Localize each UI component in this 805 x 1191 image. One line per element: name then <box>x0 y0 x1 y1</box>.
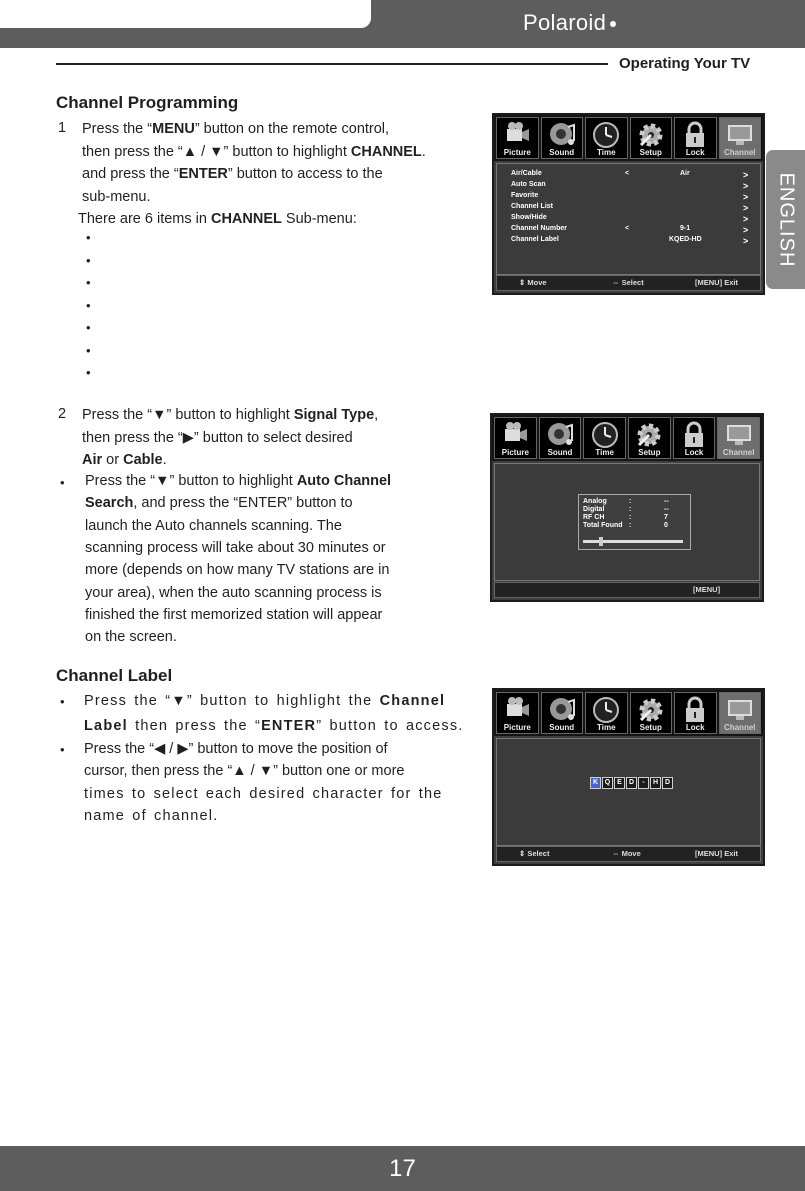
label-char-cell[interactable]: D <box>662 777 673 789</box>
text-line: more (depends on how many TV stations are in <box>85 562 390 579</box>
menu-row-arrow: > <box>743 214 749 224</box>
text-line: Press the “▼” button to highlight Signal Type, <box>82 407 379 423</box>
menu-tab-setup[interactable] <box>630 117 673 159</box>
text-line: cursor, then press the “▲ / ▼” button one or more <box>84 763 405 780</box>
menu-tab-label: Picture <box>503 148 531 157</box>
scan-progress-fill <box>583 537 603 546</box>
menu-tab-label: Lock <box>684 448 704 457</box>
menu-tab-label: Sound <box>547 448 573 457</box>
text-line: Press the “MENU” button on the remote control, <box>82 121 390 137</box>
menu-row-value: Air <box>680 170 690 177</box>
footer-bar <box>0 1146 805 1191</box>
page-number: 17 <box>389 1155 416 1182</box>
scan-row-value: -- <box>664 498 669 505</box>
menu-tabs <box>494 115 763 161</box>
scan-box <box>578 494 691 550</box>
menu-tab-setup[interactable] <box>628 417 671 459</box>
bullet: • <box>86 252 91 268</box>
footer-menu-key: [MENU] <box>693 585 721 594</box>
channel-label-editor <box>590 777 673 789</box>
text-line: Press the “▼” button to highlight the Channel <box>84 693 446 709</box>
menu-tab-sound[interactable] <box>541 117 584 159</box>
scan-row-colon: : <box>629 498 632 505</box>
menu-row-arrow: > <box>743 192 749 202</box>
label-char-cell[interactable]: E <box>614 777 625 789</box>
menu-tab-time[interactable] <box>585 117 628 159</box>
bullet: • <box>86 320 91 335</box>
menu-tab-label: Time <box>596 723 616 732</box>
menu-row-label: Show/Hide <box>511 214 547 221</box>
scan-row-label: Analog <box>583 498 607 505</box>
text-line: then press the “▶” button to select desired <box>82 429 353 446</box>
bullet: • <box>86 230 91 245</box>
section-heading: Operating Your TV <box>619 55 751 72</box>
menu-row-value: 9-1 <box>680 225 691 232</box>
text-line: sub-menu. <box>82 188 151 205</box>
menu-tab-label: Lock <box>685 148 705 157</box>
text-line: your area), when the auto scanning process is <box>85 584 382 601</box>
scan-row-label: RF CH <box>583 514 605 521</box>
menu-tab-channel[interactable] <box>717 417 760 459</box>
text-line: then press the “▲ / ▼” button to highlight CHANNEL. <box>82 143 426 160</box>
menu-tab-sound[interactable] <box>541 692 584 734</box>
footer-select: ⇔ Select <box>612 278 644 287</box>
scan-row-value: 7 <box>664 514 668 521</box>
tv-screen-channel-menu <box>492 113 765 295</box>
menu-row-label: Favorite <box>511 192 539 199</box>
scan-footer <box>494 582 760 598</box>
text-line: Press the “▼” button to highlight Auto Channel <box>85 473 392 489</box>
menu-tab-setup[interactable] <box>630 692 673 734</box>
channel-programming-title: Channel Programming <box>56 93 239 112</box>
menu-row-label: Auto Scan <box>511 181 546 188</box>
menu-tab-label: Time <box>596 148 616 157</box>
scan-row-colon: : <box>629 506 632 513</box>
label-char-cell[interactable]: D <box>626 777 637 789</box>
text-line: There are 6 items in CHANNEL Sub-menu: <box>78 211 357 227</box>
label-char-cell[interactable]: K <box>590 777 601 789</box>
menu-row-label: Air/Cable <box>511 170 542 177</box>
menu-tab-picture[interactable] <box>496 117 539 159</box>
bullet: • <box>86 275 91 290</box>
menu-row-left-arrow: < <box>625 170 630 177</box>
text-line: name of channel. <box>84 807 219 824</box>
menu-tabs <box>492 415 762 461</box>
menu-tab-label: Setup <box>639 723 662 732</box>
text-line: on the screen. <box>85 629 177 646</box>
text-line: Search, and press the “ENTER” button to <box>85 495 353 512</box>
channel-label-title: Channel Label <box>56 666 173 685</box>
text-line: finished the first memorized station will appear <box>85 606 383 623</box>
menu-tab-label: Setup <box>638 448 661 457</box>
label-char-cell[interactable]: Q <box>602 777 613 789</box>
tv-screen-auto-scan <box>490 413 764 602</box>
menu-row-arrow: > <box>743 225 749 235</box>
footer-move: ⇕ Move <box>519 278 547 287</box>
language-tab: ENGLISH <box>766 150 805 289</box>
bullet: • <box>86 342 91 358</box>
text-line: Press the “◀ / ▶” button to move the position of <box>84 741 388 757</box>
footer-select: ⇕ Select <box>519 849 550 858</box>
footer-move: ⇔ Move <box>612 849 641 858</box>
scan-row-value: 0 <box>664 522 668 529</box>
menu-footer <box>496 275 761 291</box>
text-line: Air or Cable. <box>82 452 167 468</box>
label-footer <box>496 846 761 862</box>
label-char-cell[interactable]: H <box>650 777 661 789</box>
menu-row-label: Channel Number <box>511 225 568 232</box>
footer-exit: [MENU] Exit <box>695 849 738 858</box>
step-number: 2 <box>58 406 67 422</box>
label-panel <box>496 738 761 846</box>
menu-tab-picture[interactable] <box>494 417 537 459</box>
menu-tabs <box>494 690 763 736</box>
menu-tab-picture[interactable] <box>496 692 539 734</box>
menu-row-value: KQED-HD <box>669 236 702 243</box>
scan-row-value: -- <box>664 506 669 513</box>
menu-tab-time[interactable] <box>583 417 626 459</box>
scan-row-label: Total Found <box>583 522 623 529</box>
step-number: 1 <box>58 120 67 136</box>
menu-tab-lock[interactable] <box>674 692 717 734</box>
bullet: • <box>86 297 91 313</box>
menu-tab-label: Channel <box>723 723 756 732</box>
menu-tab-lock[interactable] <box>673 417 716 459</box>
menu-row-arrow: > <box>743 181 749 191</box>
bullet: • <box>60 694 65 709</box>
text-line: scanning process will take about 30 minutes or <box>85 539 386 556</box>
menu-tab-channel[interactable] <box>719 117 762 159</box>
scan-progress-track <box>583 540 683 543</box>
bullet: • <box>60 742 65 757</box>
footer-exit: [MENU] Exit <box>695 278 738 287</box>
menu-tab-lock[interactable] <box>674 117 717 159</box>
menu-panel <box>496 163 761 275</box>
menu-tab-label: Channel <box>722 448 755 457</box>
brand-logo: Polaroid <box>523 10 616 36</box>
menu-row-label: Channel List <box>511 203 554 210</box>
label-char-cell[interactable]: - <box>638 777 649 789</box>
text-line: launch the Auto channels scanning. The <box>85 517 342 534</box>
menu-tab-channel[interactable] <box>719 692 762 734</box>
menu-tab-label: Picture <box>501 448 529 457</box>
menu-tab-label: Setup <box>639 148 662 157</box>
menu-tab-label: Time <box>595 448 614 457</box>
menu-tab-sound[interactable] <box>539 417 582 459</box>
scan-row-colon: : <box>629 514 632 521</box>
menu-tab-label: Channel <box>723 148 756 157</box>
menu-tab-label: Sound <box>549 148 575 157</box>
text-line: times to select each desired character for the <box>84 785 443 802</box>
menu-row-arrow: > <box>743 203 749 213</box>
menu-row-arrow: > <box>743 236 749 246</box>
text-line: and press the “ENTER” button to access to the <box>82 166 383 182</box>
bullet: • <box>86 365 91 380</box>
header-rule <box>56 63 608 65</box>
menu-row-left-arrow: < <box>625 225 630 232</box>
menu-row-arrow: > <box>743 170 749 180</box>
header-notch <box>0 0 371 28</box>
scan-row-colon: : <box>629 522 632 529</box>
menu-tab-label: Lock <box>685 723 705 732</box>
scan-panel <box>494 463 760 581</box>
menu-tab-label: Sound <box>549 723 575 732</box>
bullet: • <box>60 475 65 490</box>
menu-tab-label: Picture <box>503 723 531 732</box>
tv-screen-channel-label <box>492 688 765 866</box>
menu-tab-time[interactable] <box>585 692 628 734</box>
text-line: Label then press the “ENTER” button to access. <box>84 718 464 734</box>
menu-row-label: Channel Label <box>511 236 559 243</box>
scan-row-label: Digital <box>583 506 605 513</box>
